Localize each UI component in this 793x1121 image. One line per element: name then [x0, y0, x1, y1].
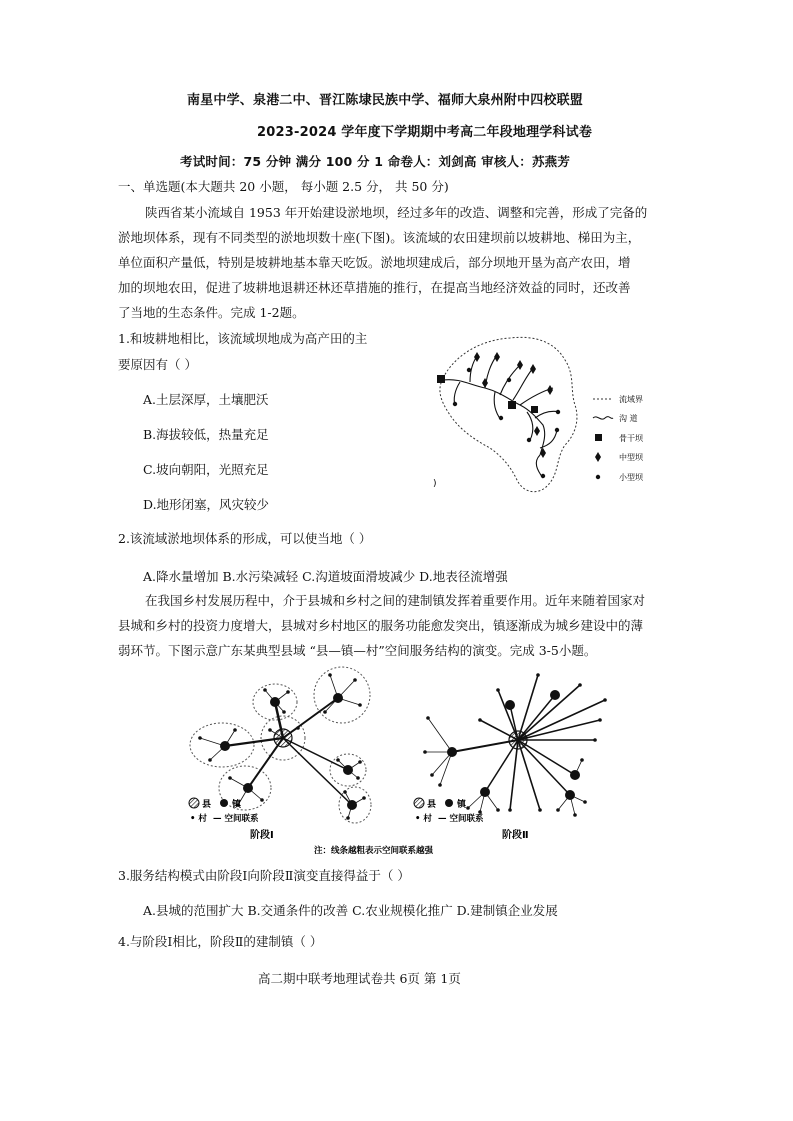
- medium-dam: [517, 360, 523, 370]
- watershed-dam-map: [425, 330, 665, 500]
- small-dam: [507, 378, 511, 382]
- passage2-line1: 在我国乡村发展历程中，介于县城和乡村之间的建制镇发挥着重要作用。近年来随着国家对: [145, 593, 646, 608]
- legend-medium-label: 中型坝: [619, 453, 643, 462]
- q1-stem-line1: 1.和坡耕地相比，该流域坝地成为高产田的主: [118, 331, 368, 346]
- medium-dam: [547, 385, 553, 395]
- school-alliance-title: 南星中学、泉港二中、晋江陈埭民族中学、福师大泉州附中四校联盟: [187, 93, 584, 108]
- q1-option-a[interactable]: A.土层深厚，土壤肥沃: [143, 392, 269, 407]
- q4-stem: 4.与阶段Ⅰ相比，阶段Ⅱ的建制镇（ ）: [118, 934, 323, 949]
- passage1-line5: 了当地的生态条件。完成 1-2题。: [118, 305, 305, 320]
- svg-text:— 空间联系: — 空间联系: [438, 814, 484, 824]
- backbone-dam: [508, 401, 516, 409]
- dams: [437, 352, 560, 478]
- county-town-village-diagram: [180, 660, 630, 860]
- legend-small-label: 小型坝: [619, 473, 643, 482]
- exam-info: 考试时间：75 分钟 满分 100 分 1 命卷人：刘剑高 审核人：苏燕芳: [180, 154, 571, 169]
- passage2-line3: 弱环节。下图示意广东某典型县域 “县—镇—村”空间服务结构的演变。完成 3-5小题。: [118, 643, 597, 658]
- q2-options[interactable]: A.降水量增加 B.水污染减轻 C.沟道坡面滑坡减少 D.地表径流增强: [143, 569, 508, 584]
- passage1-line3: 单位面积产量低，特别是坡耕地基本靠天吃饭。淤地坝建成后，部分坝地开垦为高产农田，增: [118, 255, 631, 270]
- page-footer: 高二期中联考地理试卷共 6页 第 1页: [258, 971, 461, 986]
- small-dam: [555, 428, 559, 432]
- small-dam: [467, 368, 471, 372]
- svg-text:— 空间联系: — 空间联系: [213, 814, 259, 824]
- stage1-label: 阶段Ⅰ: [250, 830, 274, 841]
- small-dam: [527, 438, 531, 442]
- q3-stem: 3.服务结构模式由阶段Ⅰ向阶段Ⅱ演变直接得益于（ ）: [118, 868, 410, 883]
- stage2-label: 阶段Ⅱ: [502, 830, 529, 841]
- svg-text:镇: 镇: [457, 800, 467, 810]
- stage1-county: [274, 729, 292, 747]
- legend-backbone-label: 骨干坝: [619, 434, 643, 443]
- diagram-note: 注：线条越粗表示空间联系越强: [314, 846, 434, 856]
- stage1-legend: [189, 798, 274, 841]
- q1-option-d[interactable]: D.地形闭塞，风灾较少: [143, 497, 270, 512]
- q1-stem-line2: 要原因有（ ）: [118, 357, 197, 372]
- stray-mark: ): [433, 479, 437, 489]
- section-heading: 一、单选题(本大题共 20 小题， 每小题 2.5 分， 共 50 分): [118, 179, 449, 194]
- small-dam: [499, 416, 503, 420]
- backbone-dam: [437, 375, 445, 383]
- passage2-line2: 县城和乡村的投资力度增大，县城对乡村地区的服务功能愈发突出，镇逐渐成为城乡建设中的薄: [118, 618, 644, 633]
- svg-text:县: 县: [202, 800, 212, 810]
- legend-channel-label: 沟 道: [619, 414, 638, 423]
- watershed-boundary: [440, 337, 577, 491]
- q1-option-c[interactable]: C.坡向朝阳，光照充足: [143, 462, 269, 477]
- legend-boundary-label: 流域界: [619, 395, 643, 404]
- q2-stem: 2.该流域淤地坝体系的形成，可以使当地（ ）: [118, 531, 372, 546]
- medium-dam: [540, 448, 546, 458]
- medium-dam: [530, 364, 536, 374]
- svg-text:• 村: • 村: [415, 814, 432, 824]
- medium-dam: [534, 426, 540, 436]
- small-dam: [541, 474, 545, 478]
- passage1-line1: 陕西省某小流域自 1953 年开始建设淤地坝，经过多年的改造、调整和完善，形成了完备的: [145, 205, 648, 220]
- q1-option-b[interactable]: B.海拔较低，热量充足: [143, 427, 269, 442]
- small-dam: [453, 402, 457, 406]
- svg-text:• 村: • 村: [190, 814, 207, 824]
- q3-options[interactable]: A.县城的范围扩大 B.交通条件的改善 C.农业规模化推广 D.建制镇企业发展: [143, 903, 558, 918]
- exam-title: 2023-2024 学年度下学期期中考高二年段地理学科试卷: [257, 125, 593, 140]
- medium-dam: [494, 352, 500, 362]
- svg-text:县: 县: [427, 800, 437, 810]
- svg-text:镇: 镇: [232, 800, 242, 810]
- stage2-county: [509, 731, 527, 749]
- small-dam: [556, 410, 560, 414]
- passage1-line2: 淤地坝体系，现有不同类型的淤地坝数十座(下图)。该流域的农田建坝前以坡耕地、梯田为主，: [118, 230, 641, 245]
- backbone-dam: [531, 406, 538, 413]
- passage1-line4: 加的坝地农田，促进了坡耕地退耕还林还草措施的推行，在提高当地经济效益的同时，还改善: [118, 280, 631, 295]
